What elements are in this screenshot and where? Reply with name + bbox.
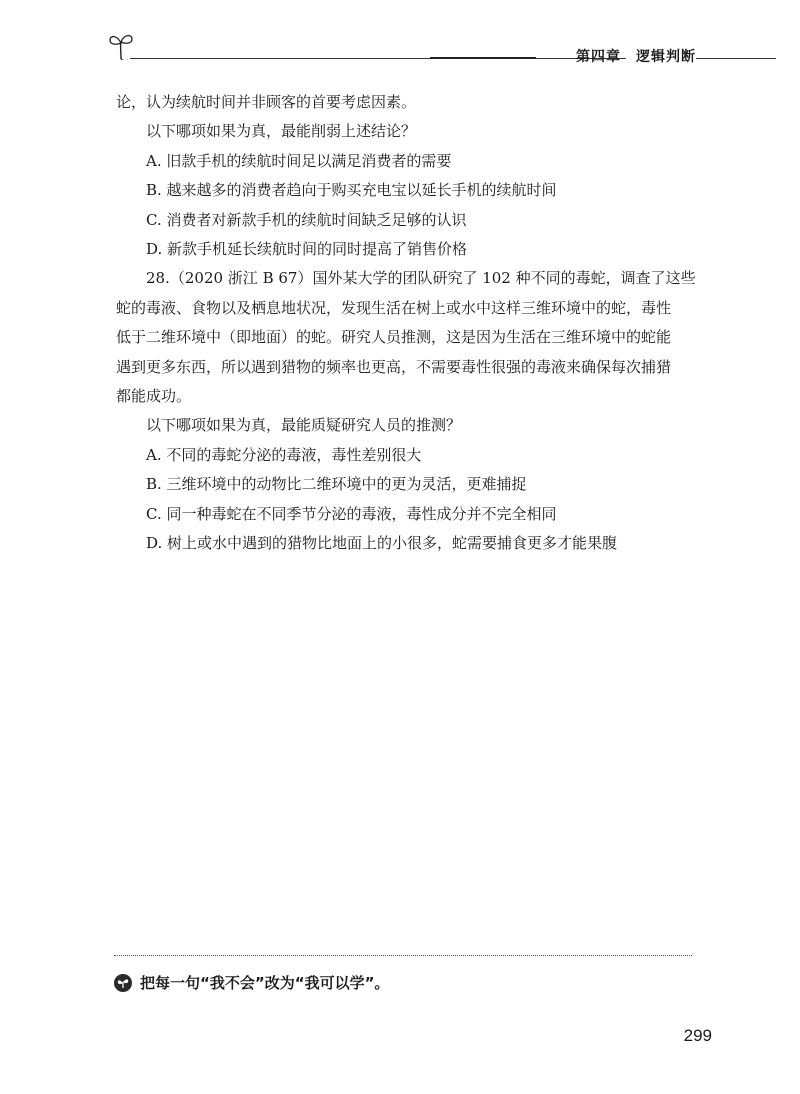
option-d: D. 新款手机延长续航时间的同时提高了销售价格 [146, 240, 468, 259]
option-a: A. 不同的毒蛇分泌的毒液，毒性差别很大 [146, 445, 422, 464]
sprout-icon [108, 32, 134, 64]
question-prompt: 以下哪项如果为真，最能质疑研究人员的推测？ [146, 416, 462, 435]
option-d: D. 树上或水中遇到的猎物比地面上的小很多，蛇需要捕食更多才能果腹 [146, 534, 618, 553]
option-b: B. 越来越多的消费者趋向于购买充电宝以延长手机的续航时间 [146, 181, 557, 200]
question-28-line: 低于二维环境中（即地面）的蛇。研究人员推测，这是因为生活在三维环境中的蛇能 [116, 328, 672, 347]
header-rule-right [696, 58, 776, 59]
question-28-line: 28.（2020 浙江 B 67）国外某大学的团队研究了 102 种不同的毒蛇，调查了这些 [146, 269, 696, 288]
motto-text: 把每一句“我不会”改为“我可以学”。 [140, 974, 390, 992]
page-body [116, 88, 700, 559]
page-header [100, 28, 776, 68]
question-28-line: 遇到更多东西，所以遇到猎物的频率也更高，不需要毒性很强的毒液来确保每次捕猎 [116, 357, 672, 376]
footer-motto [114, 972, 389, 993]
question-prompt: 以下哪项如果为真，最能削弱上述结论？ [146, 122, 417, 141]
option-c: C. 同一种毒蛇在不同季节分泌的毒液，毒性成分并不完全相同 [146, 504, 557, 523]
header-rule-accent [430, 57, 536, 59]
option-c: C. 消费者对新款手机的续航时间缺乏足够的认识 [146, 210, 467, 229]
header-rule-left [130, 58, 626, 59]
question-28-line: 蛇的毒液、食物以及栖息地状况，发现生活在树上或水中这样三维环境中的蛇，毒性 [116, 298, 672, 317]
chapter-title: 第四章 逻辑判断 [576, 49, 696, 65]
page-number: 299 [683, 1026, 712, 1045]
option-a: A. 旧款手机的续航时间足以满足消费者的需要 [146, 151, 452, 170]
text-line: 论，认为续航时间并非顾客的首要考虑因素。 [116, 93, 417, 111]
leaf-icon [114, 974, 132, 992]
footer-divider [114, 955, 692, 956]
question-28-line: 都能成功。 [116, 387, 192, 406]
option-b: B. 三维环境中的动物比二维环境中的更为灵活，更难捕捉 [146, 475, 527, 494]
